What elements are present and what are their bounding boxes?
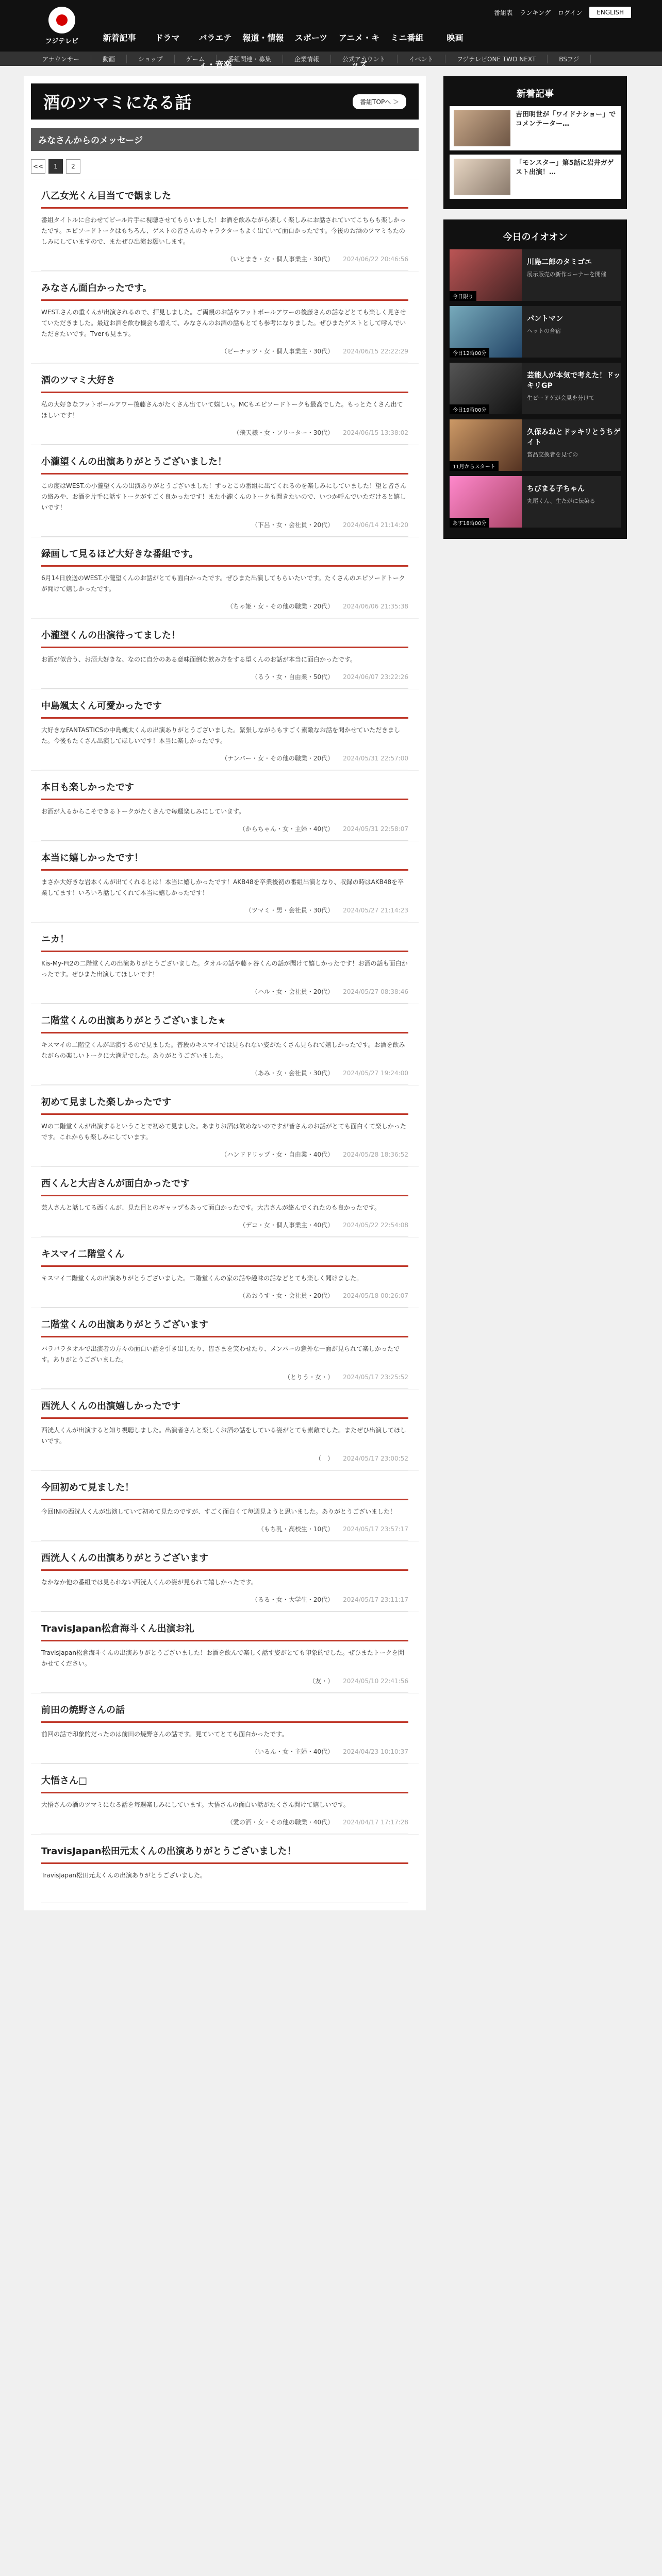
message-author: （もち乳・高校生・10代） <box>257 1526 334 1533</box>
subnav-game[interactable]: ゲーム <box>175 55 217 63</box>
message-body: お酒が入るからこそできるトークがたくさんで毎週楽しみにしています。 <box>41 808 245 815</box>
program-title: 酒のツマミになる話 <box>43 93 192 112</box>
events-title: 今日のイオオン <box>503 232 568 243</box>
events-box <box>443 219 627 539</box>
section-title: みなさんからのメッセージ <box>31 128 419 151</box>
message-meta <box>41 899 408 922</box>
message-body: Kis-My-Ft2の二階堂くんの出演ありがとうございました。タオルの話や藤ヶ谷くんの話が聞けて嬉しかったです！お酒の話も面白かったです。ぜひまた出演してほしいです！ <box>41 960 408 978</box>
message-meta <box>41 340 408 363</box>
message-body: 今回INIの西洸人くんが出演していて初めて見たのですが、すごく面白くて毎週見ようと思いました。ありがとうございました！ <box>41 1508 396 1515</box>
program-banner <box>31 83 419 120</box>
message-body: 大好きなFANTASTICSの中島颯太くんの出演ありがとうございました。緊張しながらもすごく素敵なお話を聞かせていただきました。今後もたくさん出演してほしいです！本当に楽しかったです。 <box>41 726 401 744</box>
message-body: 番組タイトルに合わせてビール片手に視聴させてもらいました！お酒を飲みながら楽しく楽しみにお話されていてこちらも楽しかったです。エピソードトークはもちろん、ゲストの皆さんのキャラクターもよく出ていて面白かったです。今後のお酒のツマミもたのしみにしていますので、またぜひ出演お願いします。 <box>41 216 406 245</box>
message-meta <box>41 1810 408 1834</box>
event-item[interactable] <box>450 476 621 528</box>
main-content <box>24 76 426 1910</box>
message-body: まさか大好きな岩本くんが出てくれるとは！本当に嬉しかったです！AKB48を卒業後初の番組出演となり、収録の時はAKB48を卒業してます！いろいろ話してくれて本当に嬉しかったです！ <box>41 878 404 896</box>
message-title: 今回初めて見ました！ <box>41 1480 408 1500</box>
message-date: 2024/06/22 20:46:56 <box>343 256 408 263</box>
message-title: 前田の焼野さんの話 <box>41 1703 408 1723</box>
page-2[interactable]: 2 <box>66 159 80 174</box>
news-item-title: 吉田明世が「ワイドナショー」でコメンテーター… <box>516 111 616 128</box>
message-author: （ハル・女・会社員・20代） <box>251 988 334 995</box>
event-tag: あす18時00分 <box>450 518 489 528</box>
message-date: 2024/06/15 13:38:02 <box>343 429 408 436</box>
message-author: （ツマミ・男・会社員・30代） <box>245 907 334 914</box>
event-thumbnail <box>450 363 522 414</box>
nav-drama[interactable]: ドラマ <box>155 33 180 43</box>
message-body: キスマイ二階堂くんの出演ありがとうございました。二階堂くんの家の話や趣味の話などとても楽しく聞けました。 <box>41 1275 363 1282</box>
news-item[interactable] <box>450 106 621 150</box>
message-body: 私の大好きなフットボールアワー後藤さんがたくさん出ていて嬉しい。MCもエピソードトークも最高でした。もっとたくさん出てほしいです！ <box>41 401 403 419</box>
message-meta <box>41 1284 408 1308</box>
message-date: 2024/05/31 22:57:00 <box>343 755 408 762</box>
message-item <box>31 1389 419 1470</box>
message-meta <box>41 1213 408 1237</box>
message-title: 本当に嬉しかったです！ <box>41 851 408 871</box>
subnav-video[interactable]: 動画 <box>91 55 127 63</box>
message-meta <box>41 817 408 841</box>
page-first[interactable]: << <box>31 159 45 174</box>
site-logo[interactable] <box>31 0 93 52</box>
page-1[interactable]: 1 <box>48 159 63 174</box>
event-thumbnail <box>450 419 522 471</box>
message-title: 初めて見ました楽しかったです <box>41 1095 408 1115</box>
message-title: TravisJapan松倉海斗くん出演お礼 <box>41 1621 408 1641</box>
ranking-link[interactable]: ランキング <box>520 9 551 16</box>
message-item <box>31 1541 419 1612</box>
message-title: ニカ！ <box>41 932 408 952</box>
event-sub: 生ビードゲが会見を分けて <box>527 395 595 401</box>
message-body: 前回の話で印象的だったのは前田の焼野さんの話です。見ていてとても面白かったです。 <box>41 1731 288 1738</box>
event-item[interactable] <box>450 363 621 414</box>
message-body: 芸人さんと話してる西くんが、見た目とのギャップもあって面白かったです。大吉さんが絡んでくれたのも良かったです。 <box>41 1204 380 1211</box>
message-date: 2024/06/07 23:22:26 <box>343 673 408 681</box>
nav-info[interactable]: 報道・情報 <box>242 33 284 43</box>
message-date: 2024/05/27 21:14:23 <box>343 907 408 914</box>
message-item <box>31 1308 419 1389</box>
subnav-bsfuji[interactable]: BSフジ <box>548 55 591 63</box>
message-date: 2024/05/31 22:58:07 <box>343 825 408 833</box>
message-meta <box>41 1740 408 1764</box>
message-body: 6月14日放送のWEST.小瀧望くんのお話がとても面白かったです。ぜひまた出演してもらいたいです。たくさんのエピソードトークが聞けて嬉しかったです。 <box>41 574 405 592</box>
message-meta <box>41 247 408 271</box>
message-item <box>31 922 419 1004</box>
message-title: 本日も楽しかったです <box>41 780 408 800</box>
message-title: みなさん面白かったです。 <box>41 281 408 301</box>
message-meta <box>41 1447 408 1470</box>
message-item <box>31 537 419 618</box>
message-title: 録画して見るほど大好きな番組です。 <box>41 547 408 567</box>
message-item <box>31 1004 419 1085</box>
message-date: 2024/06/06 21:35:38 <box>343 603 408 610</box>
message-body: TravisJapan松田元太くんの出演ありがとうございました。 <box>41 1872 207 1879</box>
message-item <box>31 841 419 922</box>
english-button[interactable]: ENGLISH <box>589 7 631 18</box>
message-title: TravisJapan松田元太くんの出演ありがとうございました！ <box>41 1844 408 1864</box>
message-date: 2024/05/17 23:57:17 <box>343 1526 408 1533</box>
tv-guide-link[interactable]: 番組表 <box>494 9 513 16</box>
event-tag: 今日19時00分 <box>450 404 489 414</box>
nav-sports[interactable]: スポーツ <box>294 33 328 43</box>
message-item <box>31 445 419 537</box>
event-sub: ヘットの合宿 <box>527 328 561 334</box>
event-tag: 今日限り <box>450 291 476 301</box>
event-item[interactable] <box>450 306 621 358</box>
news-item-title: 「モンスター」第5話に岩井ガゲスト出演！… <box>516 159 614 176</box>
nav-mini[interactable]: ミニ番組 <box>390 33 424 43</box>
message-author: （友・） <box>309 1677 334 1685</box>
message-date: 2024/05/28 18:36:52 <box>343 1151 408 1158</box>
message-list <box>31 179 419 1903</box>
message-meta <box>41 665 408 689</box>
message-date: 2024/06/15 22:22:29 <box>343 348 408 355</box>
message-meta <box>41 1061 408 1085</box>
message-body: WEST.さんの重くんが出演されるので、拝見しました。ご両親のお話やフットボールアワーの後藤さんの話などとても楽しく見させていただきました。最近お酒を飲む機会も増えて、みなさんのお酒の話もとても参考になりました。ぜひまたゲストとして呼んでいただきたいです。Tverも見ます。 <box>41 309 406 337</box>
message-item <box>31 770 419 841</box>
message-item <box>31 1470 419 1541</box>
message-date: 2024/05/17 23:11:17 <box>343 1596 408 1603</box>
message-date: 2024/04/17 17:17:28 <box>343 1819 408 1826</box>
message-author: （いるん・女・主婦・40代） <box>251 1748 334 1755</box>
message-author: （ ） <box>315 1455 334 1462</box>
message-title: 小瀧望くんの出演待ってました！ <box>41 628 408 648</box>
subnav-corporate[interactable]: 企業情報 <box>283 55 331 63</box>
message-meta <box>41 513 408 537</box>
main-nav <box>95 25 479 78</box>
login-link[interactable]: ログイン <box>557 9 583 16</box>
event-title: パントマン <box>527 315 563 323</box>
message-date: 2024/05/17 23:00:52 <box>343 1455 408 1462</box>
news-box <box>443 76 627 209</box>
subnav-recruit[interactable]: 番組関連・募集 <box>217 55 283 63</box>
message-author: （ピーナッツ・女・個人事業主・30代） <box>221 348 334 355</box>
message-title: 小瀧望くんの出演ありがとうございました！ <box>41 454 408 474</box>
message-author: （るう・女・自由業・50代） <box>251 673 334 681</box>
message-title: キスマイ二階堂くん <box>41 1247 408 1267</box>
news-item[interactable] <box>450 155 621 199</box>
subnav-shop[interactable]: ショップ <box>127 55 175 63</box>
event-sub: 丸尾くん、生たがに伝染る <box>527 498 595 504</box>
subnav-accounts[interactable]: 公式アカウント <box>331 55 398 63</box>
message-meta <box>41 1517 408 1541</box>
event-title: 芸能人が本気で考えた！ドッキリGP <box>527 371 621 390</box>
message-author: （とりう・女・） <box>284 1374 334 1381</box>
message-author: （ナンバー・女・その他の職業・20代） <box>221 755 334 762</box>
event-thumbnail <box>450 306 522 358</box>
message-title: 中島颯太くん可愛かったです <box>41 699 408 719</box>
event-thumbnail <box>450 249 522 301</box>
message-item <box>31 1237 419 1308</box>
message-title: 二階堂くんの出演ありがとうございました★ <box>41 1013 408 1033</box>
message-title: 西くんと大吉さんが面白かったです <box>41 1176 408 1196</box>
message-item <box>31 179 419 271</box>
message-item <box>31 1764 419 1834</box>
message-body: お酒が似合う、お酒大好きな、なのに自分のある意味面倒な飲み方をする望くんのお話が本当に面白かったです。 <box>41 656 357 663</box>
message-body: なかなか他の番組では見られない西洸人くんの姿が見られて嬉しかったです。 <box>41 1579 258 1586</box>
message-author: （あみ・女・会社員・30代） <box>251 1070 334 1077</box>
message-title: 二階堂くんの出演ありがとうございます <box>41 1317 408 1337</box>
event-thumbnail <box>450 476 522 528</box>
news-thumbnail <box>454 110 510 146</box>
event-item[interactable] <box>450 419 621 471</box>
event-item[interactable] <box>450 249 621 301</box>
message-author: （下呂・女・会社員・20代） <box>251 521 334 529</box>
eye-logo-icon <box>48 7 75 33</box>
message-title: 大悟さん□ <box>41 1773 408 1793</box>
message-meta <box>41 1365 408 1389</box>
message-item <box>31 1166 419 1237</box>
message-meta <box>41 595 408 618</box>
message-body: この度はWEST.の小瀧望くんの出演ありがとうございました！ずっとこの番組に出てくれるのを楽しみにしていました！望と皆さんの絡みや、お酒を片手に話すトークがすごく良かったです！また小瀧くんのトークも聞きたいので、いつか呼んでいただけると嬉しいです！ <box>41 482 407 511</box>
event-title: 川島二郎のタミゴエ <box>527 258 592 266</box>
message-item <box>31 1693 419 1764</box>
message-item <box>31 271 419 363</box>
message-body: 西洸人くんが出演すると知り視聴しました。出演者さんと楽しくお酒の話をしている姿がとても素敵でした。またぜひ出演してほしいです。 <box>41 1427 407 1445</box>
subnav-event[interactable]: イベント <box>398 55 445 63</box>
message-meta <box>41 1143 408 1166</box>
message-body: バラバラタオルで出演者の方々の面白い話を引き出したり、皆さまを笑わせたり、メンバーの意外な一面が見られて楽しかったです。ありがとうございました。 <box>41 1345 400 1363</box>
message-title: 酒のツマミ大好き <box>41 373 408 393</box>
nav-anime[interactable]: アニメ・キッズ <box>338 33 380 70</box>
sidebar <box>443 76 627 1910</box>
message-author: （愛の酒・女・その他の職業・40代） <box>226 1819 334 1826</box>
event-tag: 今日12時00分 <box>450 348 489 358</box>
message-item <box>31 1612 419 1693</box>
message-meta <box>41 1669 408 1693</box>
message-body: TravisJapan松倉海斗くんの出演ありがとうございました！お酒を飲んで楽しく話す姿がとても印象的でした。ぜひまたトークを聞かせてください。 <box>41 1649 405 1667</box>
event-sub: 展示販売の新作コーナーを開催 <box>527 271 606 278</box>
message-meta <box>41 1881 408 1903</box>
message-item <box>31 689 419 770</box>
message-date: 2024/05/27 08:38:46 <box>343 988 408 995</box>
logo-text: フジテレビ <box>45 37 79 45</box>
message-author: （デコ・女・個人事業主・40代） <box>239 1222 334 1229</box>
message-author: （ちゃ姫・女・その他の職業・20代） <box>226 603 334 610</box>
subnav-fuji-one[interactable]: フジテレビONE TWO NEXT <box>445 55 548 63</box>
message-date: 2024/05/10 22:41:56 <box>343 1677 408 1685</box>
message-item <box>31 363 419 445</box>
message-author: （るる・女・大学生・20代） <box>251 1596 334 1603</box>
nav-news[interactable]: 新着記事 <box>103 33 136 43</box>
message-author: （あおうす・女・会社員・20代） <box>239 1292 334 1299</box>
message-date: 2024/05/18 00:26:07 <box>343 1292 408 1299</box>
subnav-announcer[interactable]: アナウンサー <box>31 55 91 63</box>
message-date: 2024/06/14 21:14:20 <box>343 521 408 529</box>
event-tag: 11月からスタート <box>450 461 499 471</box>
news-thumbnail <box>454 159 510 195</box>
message-body: Wの二階堂くんが出演するということで初めて見ました。あまりお酒は飲めないのですが皆さんのお話がとても面白くて楽しかったです。これからも楽しみにしています。 <box>41 1123 406 1141</box>
message-author: （いとまき・女・個人事業主・30代） <box>226 256 334 263</box>
nav-movie[interactable]: 映画 <box>446 33 464 43</box>
pagination <box>31 159 419 174</box>
message-title: 西洸人くんの出演嬉しかったです <box>41 1399 408 1419</box>
message-title: 八乙女光くん目当てで観ました <box>41 189 408 209</box>
message-author: （ハンドドリップ・女・自由業・40代） <box>221 1151 334 1158</box>
event-sub: 賞品交換者を見ての <box>527 451 578 458</box>
message-item <box>31 1085 419 1166</box>
message-date: 2024/05/27 19:24:00 <box>343 1070 408 1077</box>
message-item <box>31 618 419 689</box>
nav-variety[interactable]: バラエティ・音楽 <box>198 33 232 70</box>
message-date: 2024/05/22 22:54:08 <box>343 1222 408 1229</box>
message-body: 大悟さんの酒のツマミになる話を毎週楽しみにしています。大悟さんの面白い話がたくさん聞けて嬉しいです。 <box>41 1801 350 1808</box>
message-meta <box>41 1588 408 1612</box>
message-meta <box>41 747 408 770</box>
event-title: 久保みねとドッキリとうちゲイト <box>527 428 621 447</box>
message-date: 2024/04/23 10:10:37 <box>343 1748 408 1755</box>
program-top-button[interactable]: 番組TOPへ ＞ <box>353 94 406 109</box>
message-body: キスマイの二階堂くんが出演するので見ました。普段のキスマイでは見られない姿がたくさん見られて嬉しかったです。お酒を飲みながらの楽しいトークに大満足でした。ありがとうございました。 <box>41 1041 405 1059</box>
message-meta <box>41 421 408 445</box>
message-item <box>31 1834 419 1903</box>
message-author: （飛天様・女・フリーター・30代） <box>233 429 334 436</box>
message-author: （からちゃん・女・主婦・40代） <box>239 825 334 833</box>
message-date: 2024/05/17 23:25:52 <box>343 1374 408 1381</box>
message-meta <box>41 980 408 1004</box>
event-title: ちびまる子ちゃん <box>527 485 585 493</box>
news-title: 新着記事 <box>517 89 554 99</box>
message-title: 西洸人くんの出演ありがとうございます <box>41 1551 408 1571</box>
